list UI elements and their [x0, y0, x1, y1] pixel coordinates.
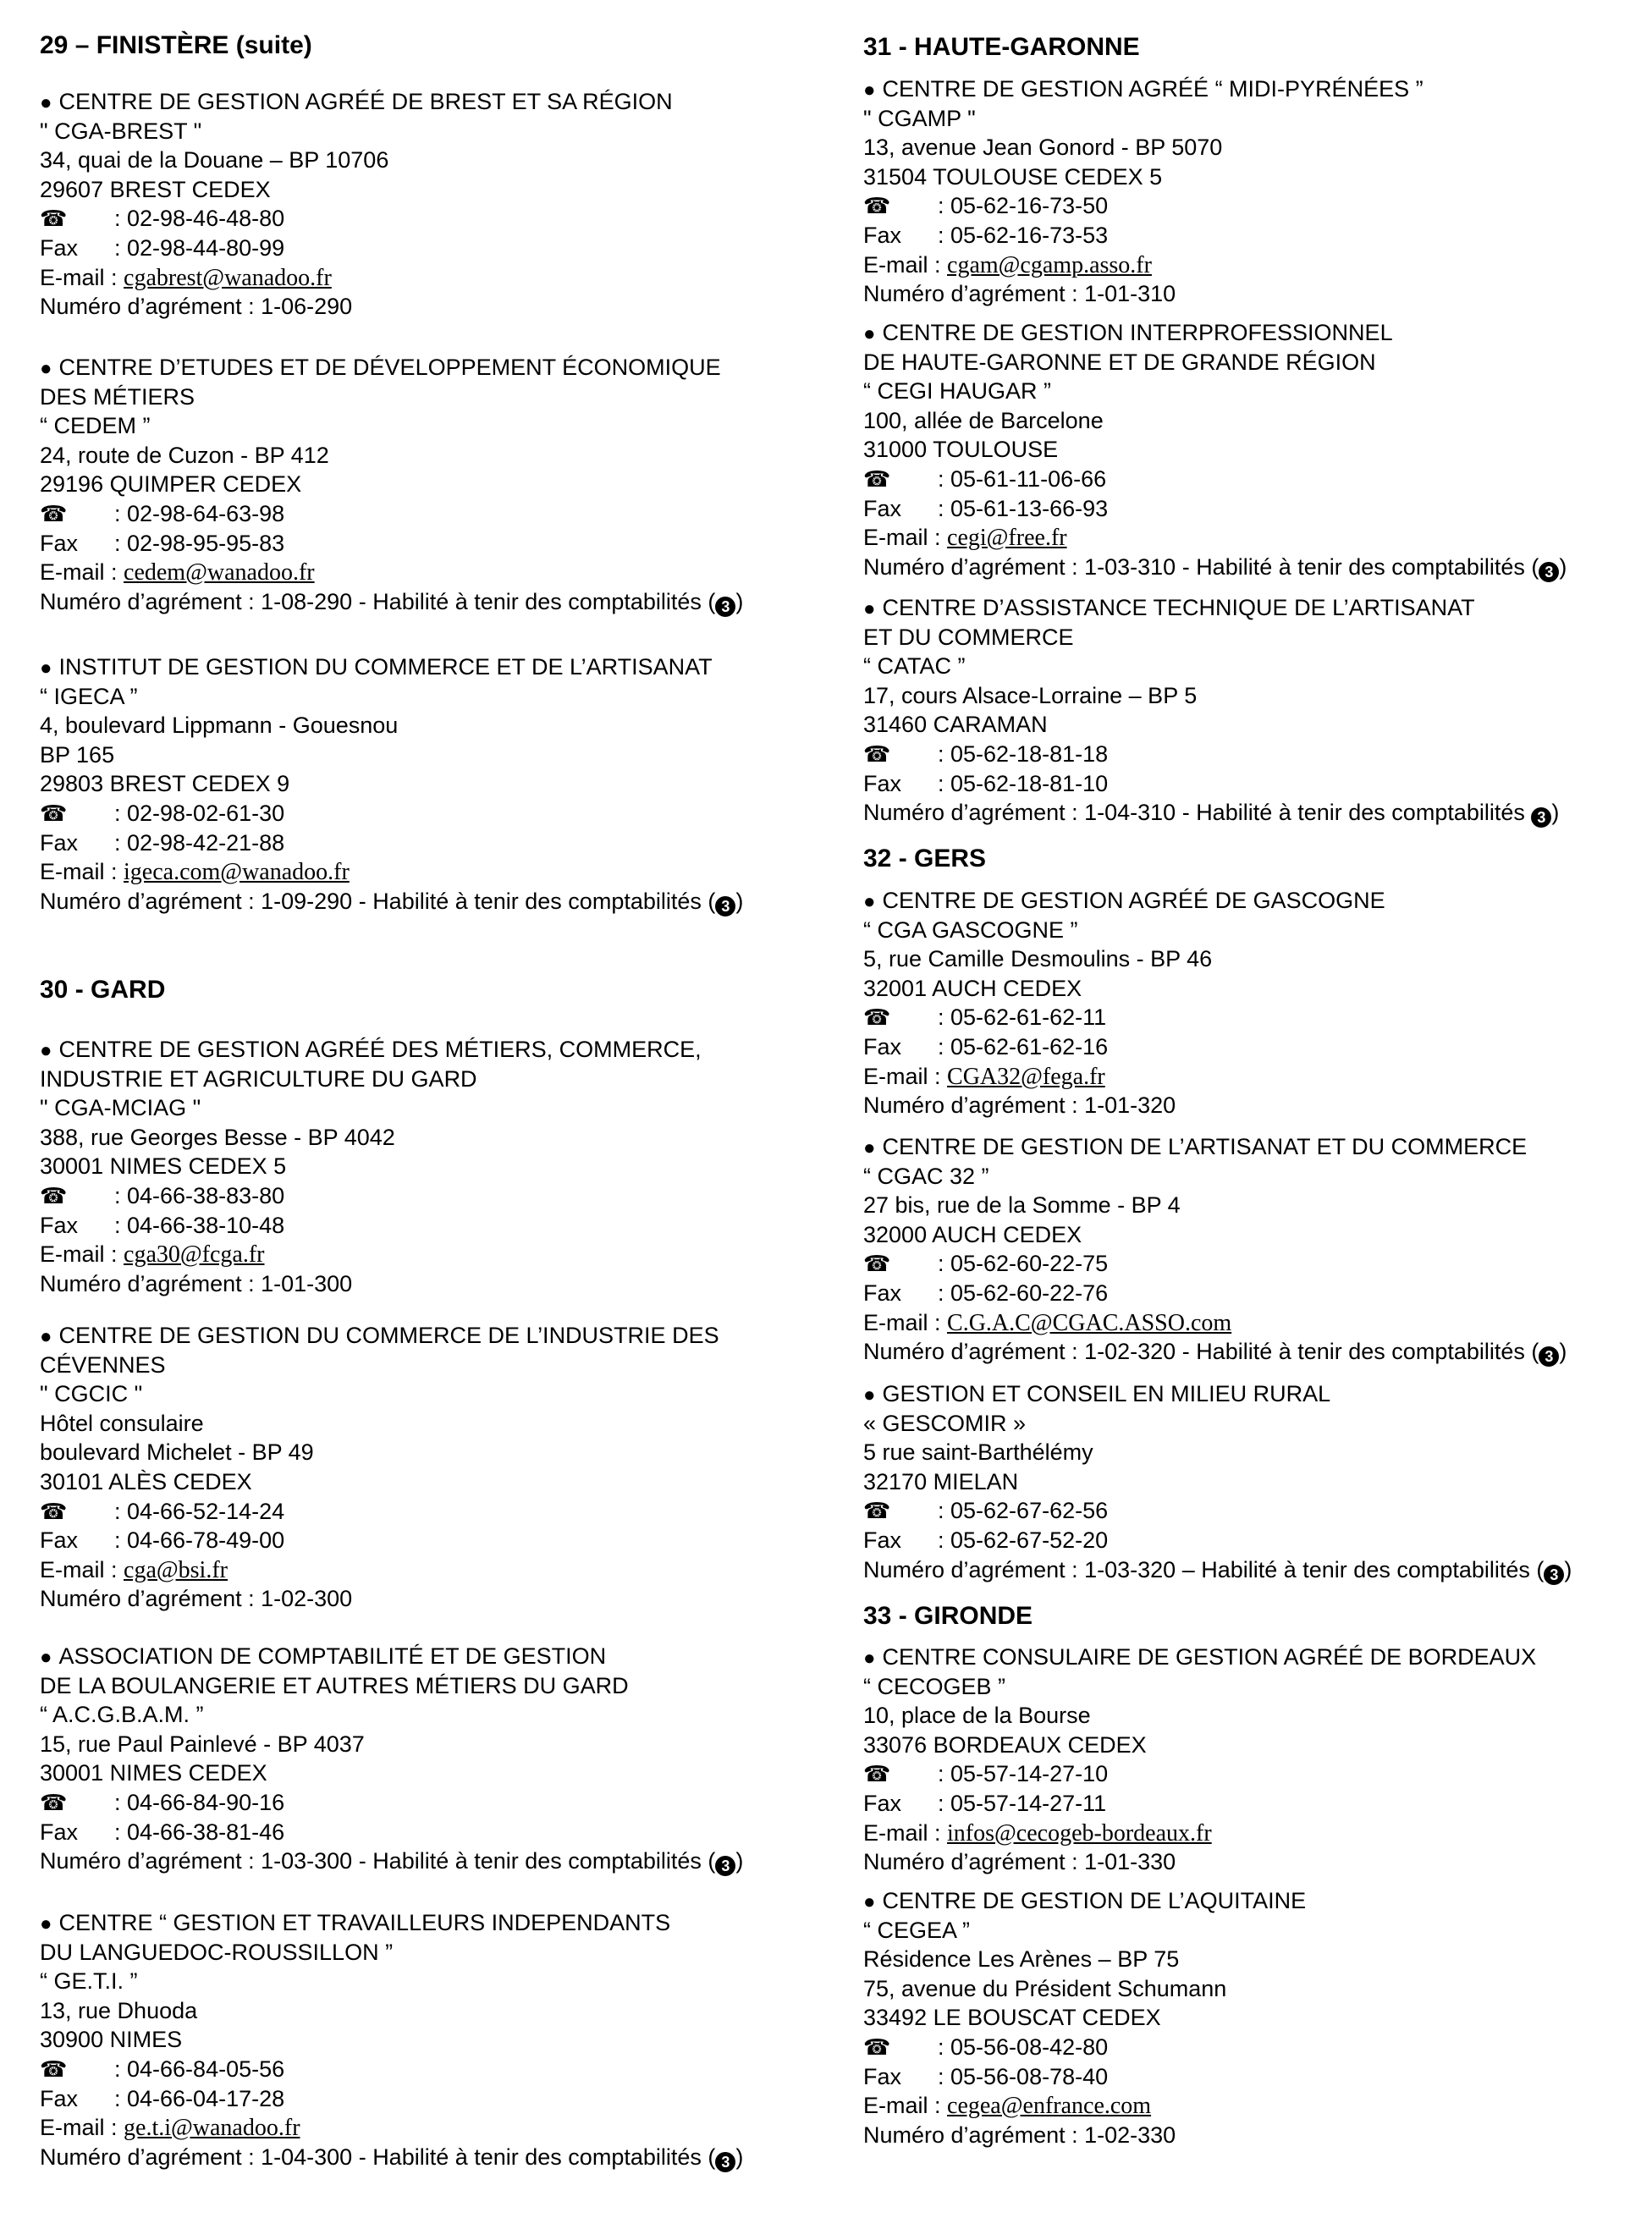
email-link[interactable]: cedem@wanadoo.fr: [124, 559, 315, 586]
telephone-icon: ☎: [40, 2056, 68, 2083]
entry-name: CENTRE D’ASSISTANCE TECHNIQUE DE L’ARTISANAT: [882, 595, 1475, 620]
entry-text: 24, route de Cuzon - BP 412: [40, 442, 329, 468]
fax-label: Fax: [863, 770, 902, 796]
closing-paren: ): [735, 588, 744, 614]
fax-label: Fax: [40, 1212, 79, 1238]
fax-label: Fax: [40, 234, 79, 261]
phone-number: : 04-66-84-05-56: [114, 2056, 285, 2082]
email-link[interactable]: cga@bsi.fr: [124, 1556, 228, 1583]
entry-line: [863, 1279, 1567, 1308]
entry-text: 32170 MIELAN: [863, 1468, 1019, 1494]
bullet-icon: ●: [40, 1913, 52, 1935]
entry-line: [863, 523, 1567, 553]
entry-text: " CGA-BREST ": [40, 118, 202, 144]
phone-number: : 02-98-64-63-98: [114, 500, 285, 526]
agreement-number: Numéro d’agrément : 1-02-300: [40, 1586, 353, 1612]
entry-line: [863, 1337, 1567, 1367]
phone-number: : 05-62-18-81-18: [938, 740, 1109, 767]
entry-line: [40, 1240, 702, 1269]
entry-line: [863, 250, 1423, 280]
entry-line: [40, 1497, 719, 1527]
entry-name: CENTRE D’ETUDES ET DE DÉVELOPPEMENT ÉCONOMIQUE: [58, 355, 721, 380]
bullet-icon: ●: [863, 79, 876, 102]
fax-number: : 05-57-14-27-11: [938, 1790, 1107, 1816]
bullet-icon: ●: [40, 657, 52, 680]
email-link[interactable]: igeca.com@wanadoo.fr: [124, 859, 350, 886]
entry-name: CENTRE CONSULAIRE DE GESTION AGRÉÉ DE BORDEAUX: [882, 1644, 1537, 1670]
phone-number: : 02-98-46-48-80: [114, 206, 285, 232]
entry-line: [40, 1908, 743, 1938]
entry-text: 34, quai de la Douane – BP 10706: [40, 147, 389, 173]
entry-line: [863, 1886, 1306, 1916]
entry-line: [863, 1132, 1567, 1162]
entry-text: DU LANGUEDOC-ROUSSILLON ”: [40, 1939, 394, 1965]
fax-label: Fax: [863, 1280, 902, 1306]
entry-text: 5 rue saint-Barthélémy: [863, 1439, 1093, 1466]
email-link[interactable]: C.G.A.C@CGAC.ASSO.com: [947, 1309, 1232, 1336]
entry-line: [40, 2143, 743, 2172]
entry-line: [40, 499, 743, 529]
telephone-icon: ☎: [40, 206, 68, 233]
entry-line: [40, 1818, 743, 1847]
directory-entry: [40, 1908, 743, 2171]
entry-text: 29607 BREST CEDEX: [40, 176, 271, 202]
fax-label: Fax: [863, 2063, 902, 2089]
entry-text: 33076 BORDEAUX CEDEX: [863, 1731, 1147, 1758]
fax-label: Fax: [40, 2085, 79, 2111]
entry-text: 15, rue Paul Painlevé - BP 4037: [40, 1731, 365, 1757]
phone-number: : 04-66-52-14-24: [114, 1498, 285, 1524]
email-label: E-mail :: [863, 525, 948, 551]
entry-line: [40, 204, 673, 234]
fax-number: : 05-62-16-73-53: [938, 222, 1109, 248]
phone-number: : 05-57-14-27-10: [938, 1761, 1109, 1787]
circled-3-icon: 3: [715, 2152, 735, 2172]
entry-line: [863, 74, 1423, 104]
closing-paren: ): [735, 2144, 744, 2170]
entry-name: ASSOCIATION DE COMPTABILITÉ ET DE GESTION: [58, 1643, 607, 1669]
entry-name: CENTRE DE GESTION AGRÉÉ “ MIDI-PYRÉNÉES ”: [882, 76, 1423, 102]
entry-line: [863, 1003, 1385, 1032]
entry-line: [863, 1032, 1385, 1062]
fax-label: Fax: [863, 1527, 902, 1553]
closing-paren: ): [1551, 800, 1560, 826]
entry-text: 30001 NIMES CEDEX: [40, 1760, 267, 1786]
entry-line: [40, 1321, 719, 1351]
bullet-icon: ●: [863, 1137, 876, 1159]
email-label: E-mail :: [40, 859, 124, 885]
entry-text: 30101 ALÈS CEDEX: [40, 1468, 252, 1494]
bullet-icon: ●: [863, 1647, 876, 1670]
entry-text: BP 165: [40, 741, 115, 768]
entry-line: [863, 1759, 1536, 1789]
bullet-icon: ●: [40, 357, 52, 380]
phone-number: : 05-62-60-22-75: [938, 1251, 1109, 1277]
email-label: E-mail :: [863, 1063, 948, 1089]
entry-text: " CGA-MCIAG ": [40, 1095, 201, 1121]
telephone-icon: ☎: [863, 1005, 891, 1032]
agreement-number: Numéro d’agrément : 1-01-300: [40, 1270, 353, 1296]
entry-text: “ CEDEM ”: [40, 413, 151, 439]
entry-line: [863, 1062, 1385, 1092]
entry-name: CENTRE DE GESTION AGRÉÉ DE GASCOGNE: [882, 888, 1385, 913]
telephone-icon: ☎: [40, 1183, 68, 1209]
circled-3-icon: 3: [1531, 807, 1551, 828]
entry-text: " CGCIC ": [40, 1381, 143, 1407]
entry-text: “ A.C.G.B.A.M. ”: [40, 1702, 204, 1728]
telephone-icon: ☎: [40, 1499, 68, 1525]
email-link[interactable]: infos@cecogeb-bordeaux.fr: [947, 1819, 1212, 1846]
telephone-icon: ☎: [863, 466, 891, 493]
directory-entry: [863, 886, 1385, 1120]
entry-text: « GESCOMIR »: [863, 1410, 1027, 1436]
directory-entry: [863, 593, 1559, 828]
agreement-number: Numéro d’agrément : 1-06-290: [40, 294, 353, 320]
email-link[interactable]: cga30@fcga.fr: [124, 1241, 265, 1269]
telephone-icon: ☎: [863, 1499, 891, 1525]
entry-text: 13, avenue Jean Gonord - BP 5070: [863, 135, 1223, 161]
email-link[interactable]: CGA32@fega.fr: [947, 1063, 1105, 1090]
entry-text: DE HAUTE-GARONNE ET DE GRANDE RÉGION: [863, 349, 1376, 375]
email-label: E-mail :: [863, 2093, 948, 2119]
entry-line: [863, 1789, 1536, 1819]
telephone-icon: ☎: [863, 1252, 891, 1278]
directory-entry: [863, 74, 1423, 309]
email-label: E-mail :: [863, 1819, 948, 1846]
entry-text: 33492 LE BOUSCAT CEDEX: [863, 2005, 1161, 2031]
bullet-icon: ●: [40, 1325, 52, 1348]
email-label: E-mail :: [863, 251, 948, 278]
directory-entry: [863, 1132, 1567, 1367]
entry-text: “ GE.T.I. ”: [40, 1968, 138, 1995]
circled-3-icon: 3: [715, 1856, 735, 1876]
entry-text: 388, rue Georges Besse - BP 4042: [40, 1124, 395, 1150]
entry-text: “ CECOGEB ”: [863, 1673, 1006, 1699]
email-label: E-mail :: [40, 1241, 124, 1268]
telephone-icon: ☎: [40, 1790, 68, 1816]
bullet-icon: ●: [40, 1039, 52, 1062]
entry-name: CENTRE DE GESTION DE L’ARTISANAT ET DU COMMERCE: [882, 1134, 1528, 1159]
agreement-number: Numéro d’agrément : 1-01-310: [863, 281, 1176, 307]
circled-3-icon: 3: [1544, 1565, 1564, 1585]
bullet-icon: ●: [863, 322, 876, 345]
entry-line: [40, 353, 743, 383]
telephone-icon: ☎: [863, 1762, 891, 1788]
fax-label: Fax: [40, 829, 79, 856]
entry-line: [40, 1211, 702, 1241]
directory-entry: [40, 1035, 702, 1298]
phone-number: : 04-66-38-83-80: [114, 1182, 285, 1208]
fax-number: : 02-98-44-80-99: [114, 234, 285, 261]
email-label: E-mail :: [40, 1556, 124, 1582]
bullet-icon: ●: [40, 1646, 52, 1669]
directory-entry: [40, 87, 673, 322]
section-heading: 30 - GARD: [40, 976, 166, 1004]
email-link[interactable]: ge.t.i@wanadoo.fr: [124, 2115, 300, 2142]
bullet-icon: ●: [863, 597, 876, 620]
fax-label: Fax: [863, 1790, 902, 1816]
closing-paren: ): [735, 1848, 744, 1874]
directory-entry: [40, 353, 743, 616]
phone-number: : 04-66-84-90-16: [114, 1789, 285, 1815]
fax-number: : 05-62-18-81-10: [938, 770, 1109, 796]
entry-line: [40, 587, 743, 617]
entry-text: 30900 NIMES: [40, 2027, 183, 2053]
circled-3-icon: 3: [1539, 562, 1559, 582]
entry-line: [40, 2113, 743, 2143]
entry-name: CENTRE “ GESTION ET TRAVAILLEURS INDEPENDANTS: [58, 1910, 671, 1935]
entry-line: [40, 828, 743, 858]
phone-number: : 05-61-11-06-66: [938, 465, 1107, 492]
entry-line: [863, 1643, 1536, 1672]
entry-line: [40, 887, 743, 916]
agreement-number: Numéro d’agrément : 1-04-310 - Habilité à tenir des comptabilités: [863, 800, 1532, 826]
entry-line: [863, 1379, 1572, 1409]
entry-text: “ CATAC ”: [863, 653, 966, 680]
entry-line: [863, 465, 1567, 494]
directory-entry: [863, 1643, 1536, 1877]
bullet-icon: ●: [863, 1384, 876, 1406]
bullet-icon: ●: [863, 1891, 876, 1913]
entry-text: 27 bis, rue de la Somme - BP 4: [863, 1192, 1181, 1219]
fax-label: Fax: [863, 222, 902, 248]
email-link[interactable]: cgabrest@wanadoo.fr: [124, 264, 332, 291]
entry-line: [40, 1035, 702, 1065]
entry-line: [40, 1642, 743, 1671]
phone-number: : 05-56-08-42-80: [938, 2034, 1109, 2060]
entry-line: [40, 529, 743, 559]
closing-paren: ): [1559, 1339, 1567, 1365]
entry-text: 31000 TOULOUSE: [863, 437, 1059, 463]
email-link[interactable]: cgam@cgamp.asso.fr: [947, 251, 1152, 278]
directory-entry: [40, 1321, 719, 1614]
circled-3-icon: 3: [715, 597, 735, 617]
telephone-icon: ☎: [863, 194, 891, 220]
entry-line: [863, 221, 1423, 250]
entry-line: [40, 652, 743, 682]
entry-text: CÉVENNES: [40, 1351, 166, 1378]
entry-line: [40, 799, 743, 828]
fax-label: Fax: [40, 1527, 79, 1554]
entry-text: 29196 QUIMPER CEDEX: [40, 471, 302, 498]
entry-text: 100, allée de Barcelone: [863, 407, 1104, 433]
section-heading: 33 - GIRONDE: [863, 1602, 1033, 1630]
entry-line: [863, 1308, 1567, 1338]
entry-text: 32001 AUCH CEDEX: [863, 975, 1082, 1001]
telephone-icon: ☎: [863, 2034, 891, 2061]
agreement-number: Numéro d’agrément : 1-02-330: [863, 2122, 1176, 2148]
fax-number: : 05-61-13-66-93: [938, 495, 1109, 521]
email-label: E-mail :: [40, 2115, 124, 2141]
entry-line: [40, 558, 743, 587]
closing-paren: ): [1564, 1556, 1572, 1582]
entry-line: [863, 553, 1567, 582]
entry-line: [863, 593, 1559, 623]
entry-name: INSTITUT DE GESTION DU COMMERCE ET DE L’ARTISANAT: [58, 654, 713, 680]
directory-entry: [40, 652, 743, 916]
entry-text: INDUSTRIE ET AGRICULTURE DU GARD: [40, 1065, 477, 1092]
entry-text: “ CEGEA ”: [863, 1917, 971, 1943]
entry-name: CENTRE DE GESTION DE L’AQUITAINE: [882, 1888, 1307, 1913]
entry-name: CENTRE DE GESTION AGRÉÉ DE BREST ET SA RÉGION: [58, 89, 673, 114]
entry-line: [40, 2084, 743, 2114]
fax-label: Fax: [863, 495, 902, 521]
entry-line: [40, 1181, 702, 1211]
phone-number: : 05-62-16-73-50: [938, 193, 1109, 219]
agreement-number: Numéro d’agrément : 1-09-290 - Habilité à tenir des comptabilités (: [40, 888, 716, 914]
fax-number: : 04-66-38-81-46: [114, 1819, 285, 1845]
section-heading: 32 - GERS: [863, 845, 987, 872]
entry-text: " CGAMP ": [863, 105, 976, 131]
entry-text: 10, place de la Bourse: [863, 1703, 1091, 1729]
entry-name: CENTRE DE GESTION INTERPROFESSIONNEL: [882, 320, 1393, 345]
entry-name: GESTION ET CONSEIL EN MILIEU RURAL: [882, 1381, 1331, 1406]
entry-text: 32000 AUCH CEDEX: [863, 1221, 1082, 1247]
entry-line: [863, 769, 1559, 799]
entry-text: 31504 TOULOUSE CEDEX 5: [863, 163, 1163, 190]
entry-line: [40, 263, 673, 293]
entry-text: “ CEGI HAUGAR ”: [863, 378, 1052, 405]
entry-text: 4, boulevard Lippmann - Gouesnou: [40, 713, 399, 739]
agreement-number: Numéro d’agrément : 1-01-330: [863, 1849, 1176, 1875]
fax-number: : 04-66-04-17-28: [114, 2085, 285, 2111]
fax-number: : 05-62-61-62-16: [938, 1033, 1109, 1059]
fax-label: Fax: [40, 530, 79, 556]
agreement-number: Numéro d’agrément : 1-03-300 - Habilité à tenir des comptabilités (: [40, 1848, 716, 1874]
entry-line: [863, 1819, 1536, 1848]
agreement-number: Numéro d’agrément : 1-08-290 - Habilité à tenir des comptabilités (: [40, 588, 716, 614]
entry-text: 31460 CARAMAN: [863, 712, 1048, 738]
fax-number: : 04-66-38-10-48: [114, 1212, 285, 1238]
entry-text: 30001 NIMES CEDEX 5: [40, 1153, 287, 1180]
email-label: E-mail :: [40, 559, 124, 586]
entry-text: “ IGECA ”: [40, 683, 138, 709]
email-link[interactable]: cegea@enfrance.com: [947, 2093, 1152, 2120]
email-label: E-mail :: [863, 1309, 948, 1335]
agreement-number: Numéro d’agrément : 1-03-310 - Habilité à tenir des comptabilités (: [863, 553, 1539, 580]
telephone-icon: ☎: [863, 741, 891, 768]
entry-line: [863, 2033, 1306, 2062]
entry-name: CENTRE DE GESTION AGRÉÉ DES MÉTIERS, COMMERCE,: [58, 1037, 702, 1062]
entry-text: 5, rue Camille Desmoulins - BP 46: [863, 946, 1213, 972]
entry-line: [863, 2091, 1306, 2121]
fax-number: : 05-56-08-78-40: [938, 2063, 1109, 2089]
fax-number: : 05-62-60-22-76: [938, 1280, 1109, 1306]
bullet-icon: ●: [40, 91, 52, 114]
phone-number: : 05-62-67-62-56: [938, 1498, 1109, 1524]
closing-paren: ): [1559, 553, 1567, 580]
fax-label: Fax: [40, 1819, 79, 1845]
directory-entry: [40, 1642, 743, 1876]
entry-line: [863, 1526, 1572, 1555]
agreement-number: Numéro d’agrément : 1-04-300 - Habilité à tenir des comptabilités (: [40, 2144, 716, 2170]
fax-number: : 04-66-78-49-00: [114, 1527, 285, 1554]
entry-text: 17, cours Alsace-Lorraine – BP 5: [863, 682, 1198, 708]
entry-line: [40, 1555, 719, 1585]
telephone-icon: ☎: [40, 501, 68, 527]
entry-text: “ CGA GASCOGNE ”: [863, 916, 1078, 943]
entry-line: [863, 1249, 1567, 1279]
agreement-number: Numéro d’agrément : 1-03-320 – Habilité à tenir des comptabilités (: [863, 1556, 1545, 1582]
fax-number: : 02-98-95-95-83: [114, 530, 285, 556]
entry-line: [863, 798, 1559, 828]
entry-line: [40, 1846, 743, 1876]
entry-line: [863, 2062, 1306, 2092]
entry-line: [40, 234, 673, 263]
circled-3-icon: 3: [1539, 1346, 1559, 1367]
entry-line: [40, 2055, 743, 2084]
entry-line: [863, 191, 1423, 221]
phone-number: : 02-98-02-61-30: [114, 800, 285, 826]
entry-line: [40, 857, 743, 887]
fax-number: : 05-62-67-52-20: [938, 1527, 1109, 1553]
phone-number: : 05-62-61-62-11: [938, 1004, 1107, 1031]
section-heading: 29 – FINISTÈRE (suite): [40, 31, 312, 59]
telephone-icon: ☎: [40, 801, 68, 827]
entry-text: DES MÉTIERS: [40, 383, 195, 410]
email-link[interactable]: cegi@free.fr: [947, 525, 1067, 552]
entry-text: “ CGAC 32 ”: [863, 1163, 989, 1189]
entry-text: Résidence Les Arènes – BP 75: [863, 1946, 1180, 1973]
entry-text: 75, avenue du Président Schumann: [863, 1975, 1227, 2001]
directory-entry: [863, 1379, 1572, 1584]
entry-line: [863, 318, 1567, 348]
entry-line: [863, 1496, 1572, 1526]
entry-text: ET DU COMMERCE: [863, 624, 1074, 650]
fax-label: Fax: [863, 1033, 902, 1059]
entry-line: [40, 1788, 743, 1818]
agreement-number: Numéro d’agrément : 1-02-320 - Habilité à tenir des comptabilités (: [863, 1339, 1539, 1365]
entry-text: boulevard Michelet - BP 49: [40, 1439, 314, 1466]
entry-text: Hôtel consulaire: [40, 1410, 204, 1436]
directory-entry: [863, 1886, 1306, 2149]
email-label: E-mail :: [40, 264, 124, 290]
fax-number: : 02-98-42-21-88: [114, 829, 285, 856]
entry-text: 13, rue Dhuoda: [40, 1997, 198, 2023]
closing-paren: ): [735, 888, 744, 914]
entry-text: 29803 BREST CEDEX 9: [40, 771, 290, 797]
entry-line: [863, 1555, 1572, 1585]
entry-line: [40, 87, 673, 117]
directory-entry: [863, 318, 1567, 581]
agreement-number: Numéro d’agrément : 1-01-320: [863, 1092, 1176, 1119]
entry-line: [863, 886, 1385, 916]
entry-line: [863, 494, 1567, 524]
entry-name: CENTRE DE GESTION DU COMMERCE DE L’INDUSTRIE DES: [58, 1323, 719, 1348]
entry-text: DE LA BOULANGERIE ET AUTRES MÉTIERS DU GARD: [40, 1672, 629, 1698]
section-heading: 31 - HAUTE-GARONNE: [863, 33, 1140, 61]
entry-line: [40, 1526, 719, 1555]
entry-line: [863, 740, 1559, 769]
bullet-icon: ●: [863, 890, 876, 913]
circled-3-icon: 3: [715, 896, 735, 916]
